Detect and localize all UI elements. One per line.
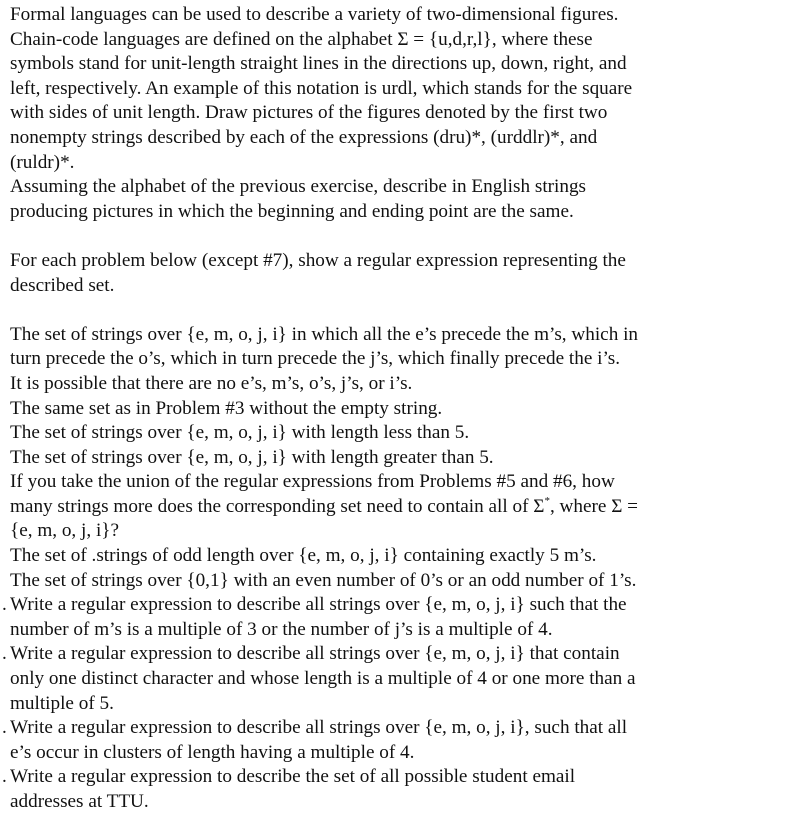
instructions-paragraph — [10, 249, 780, 298]
text-line — [10, 495, 780, 520]
text-line: producing pictures in which the beginning and ending point are the same. — [10, 200, 574, 222]
list-bullet: . — [2, 594, 7, 616]
problem-7 — [10, 470, 780, 544]
text-line: {e, m, o, j, i}? — [10, 520, 120, 542]
problem-4: The same set as in Problem #3 without the empty string. — [10, 397, 443, 419]
text-line: Chain-code languages are defined on the alphabet Σ = {u,d,r,l}, where these — [10, 28, 593, 50]
text-line: e’s occur in clusters of length having a multiple of 4. — [10, 741, 415, 763]
text-line: Write a regular expression to describe the set of all possible student email — [10, 766, 576, 788]
text-line: turn precede the o’s, which in turn precede the j’s, which finally precede the i’s. — [10, 348, 621, 370]
text-line: described set. — [10, 274, 115, 296]
text-line: Assuming the alphabet of the previous exercise, describe in English strings — [10, 176, 587, 198]
text-span: , where Σ = — [549, 495, 638, 517]
text-line: addresses at TTU. — [10, 791, 149, 812]
text-line: It is possible that there are no e’s, m’s, o’s, j’s, or i’s. — [10, 372, 413, 394]
text-line: The set of strings over {e, m, o, j, i} in which all the e’s precede the m’s, which in — [10, 323, 639, 345]
intro-paragraph-2 — [10, 175, 780, 224]
problem-3 — [10, 323, 780, 397]
text-line: Write a regular expression to describe all strings over {e, m, o, j, i}, such that all — [10, 717, 628, 739]
problem-11 — [2, 642, 780, 716]
text-line: left, respectively. An example of this notation is urdl, which stands for the square — [10, 77, 633, 99]
problem-13 — [2, 765, 780, 814]
text-line: Write a regular expression to describe all strings over {e, m, o, j, i} such that the — [10, 594, 627, 616]
text-span: many strings more does the corresponding set need to contain all of Σ — [10, 495, 545, 517]
list-bullet: . — [2, 643, 7, 665]
text-line: nonempty strings described by each of the expressions (dru)*, (urddlr)*, and — [10, 126, 598, 148]
text-line: Write a regular expression to describe all strings over {e, m, o, j, i} that contain — [10, 643, 620, 665]
problem-5: The set of strings over {e, m, o, j, i} with length less than 5. — [10, 422, 470, 444]
list-bullet: . — [2, 766, 7, 788]
problem-9: The set of strings over {0,1} with an even number of 0’s or an odd number of 1’s. — [10, 569, 637, 591]
problem-6: The set of strings over {e, m, o, j, i} with length greater than 5. — [10, 446, 494, 468]
text-line: with sides of unit length. Draw pictures of the figures denoted by the first two — [10, 102, 608, 124]
problem-12 — [2, 716, 780, 765]
text-line: If you take the union of the regular expressions from Problems #5 and #6, how — [10, 471, 615, 493]
text-line: For each problem below (except #7), show a regular expression representing the — [10, 249, 626, 271]
intro-paragraph-1 — [10, 3, 780, 175]
blank-line — [10, 224, 780, 249]
text-line: multiple of 5. — [10, 692, 114, 714]
problem-8: The set of .strings of odd length over {e, m, o, j, i} containing exactly 5 m’s. — [10, 545, 597, 567]
text-line: (ruldr)*. — [10, 151, 75, 173]
list-bullet: . — [2, 717, 7, 739]
problem-10 — [2, 593, 780, 642]
document-body — [2, 3, 780, 815]
text-line: number of m’s is a multiple of 3 or the number of j’s is a multiple of 4. — [10, 618, 553, 640]
text-line: only one distinct character and whose length is a multiple of 4 or one more than a — [10, 668, 636, 690]
blank-line — [10, 298, 780, 323]
text-line: Formal languages can be used to describe a variety of two-dimensional figures. — [10, 4, 619, 25]
text-line: symbols stand for unit-length straight lines in the directions up, down, right, and — [10, 53, 627, 75]
kleene-star: * — [544, 494, 550, 507]
